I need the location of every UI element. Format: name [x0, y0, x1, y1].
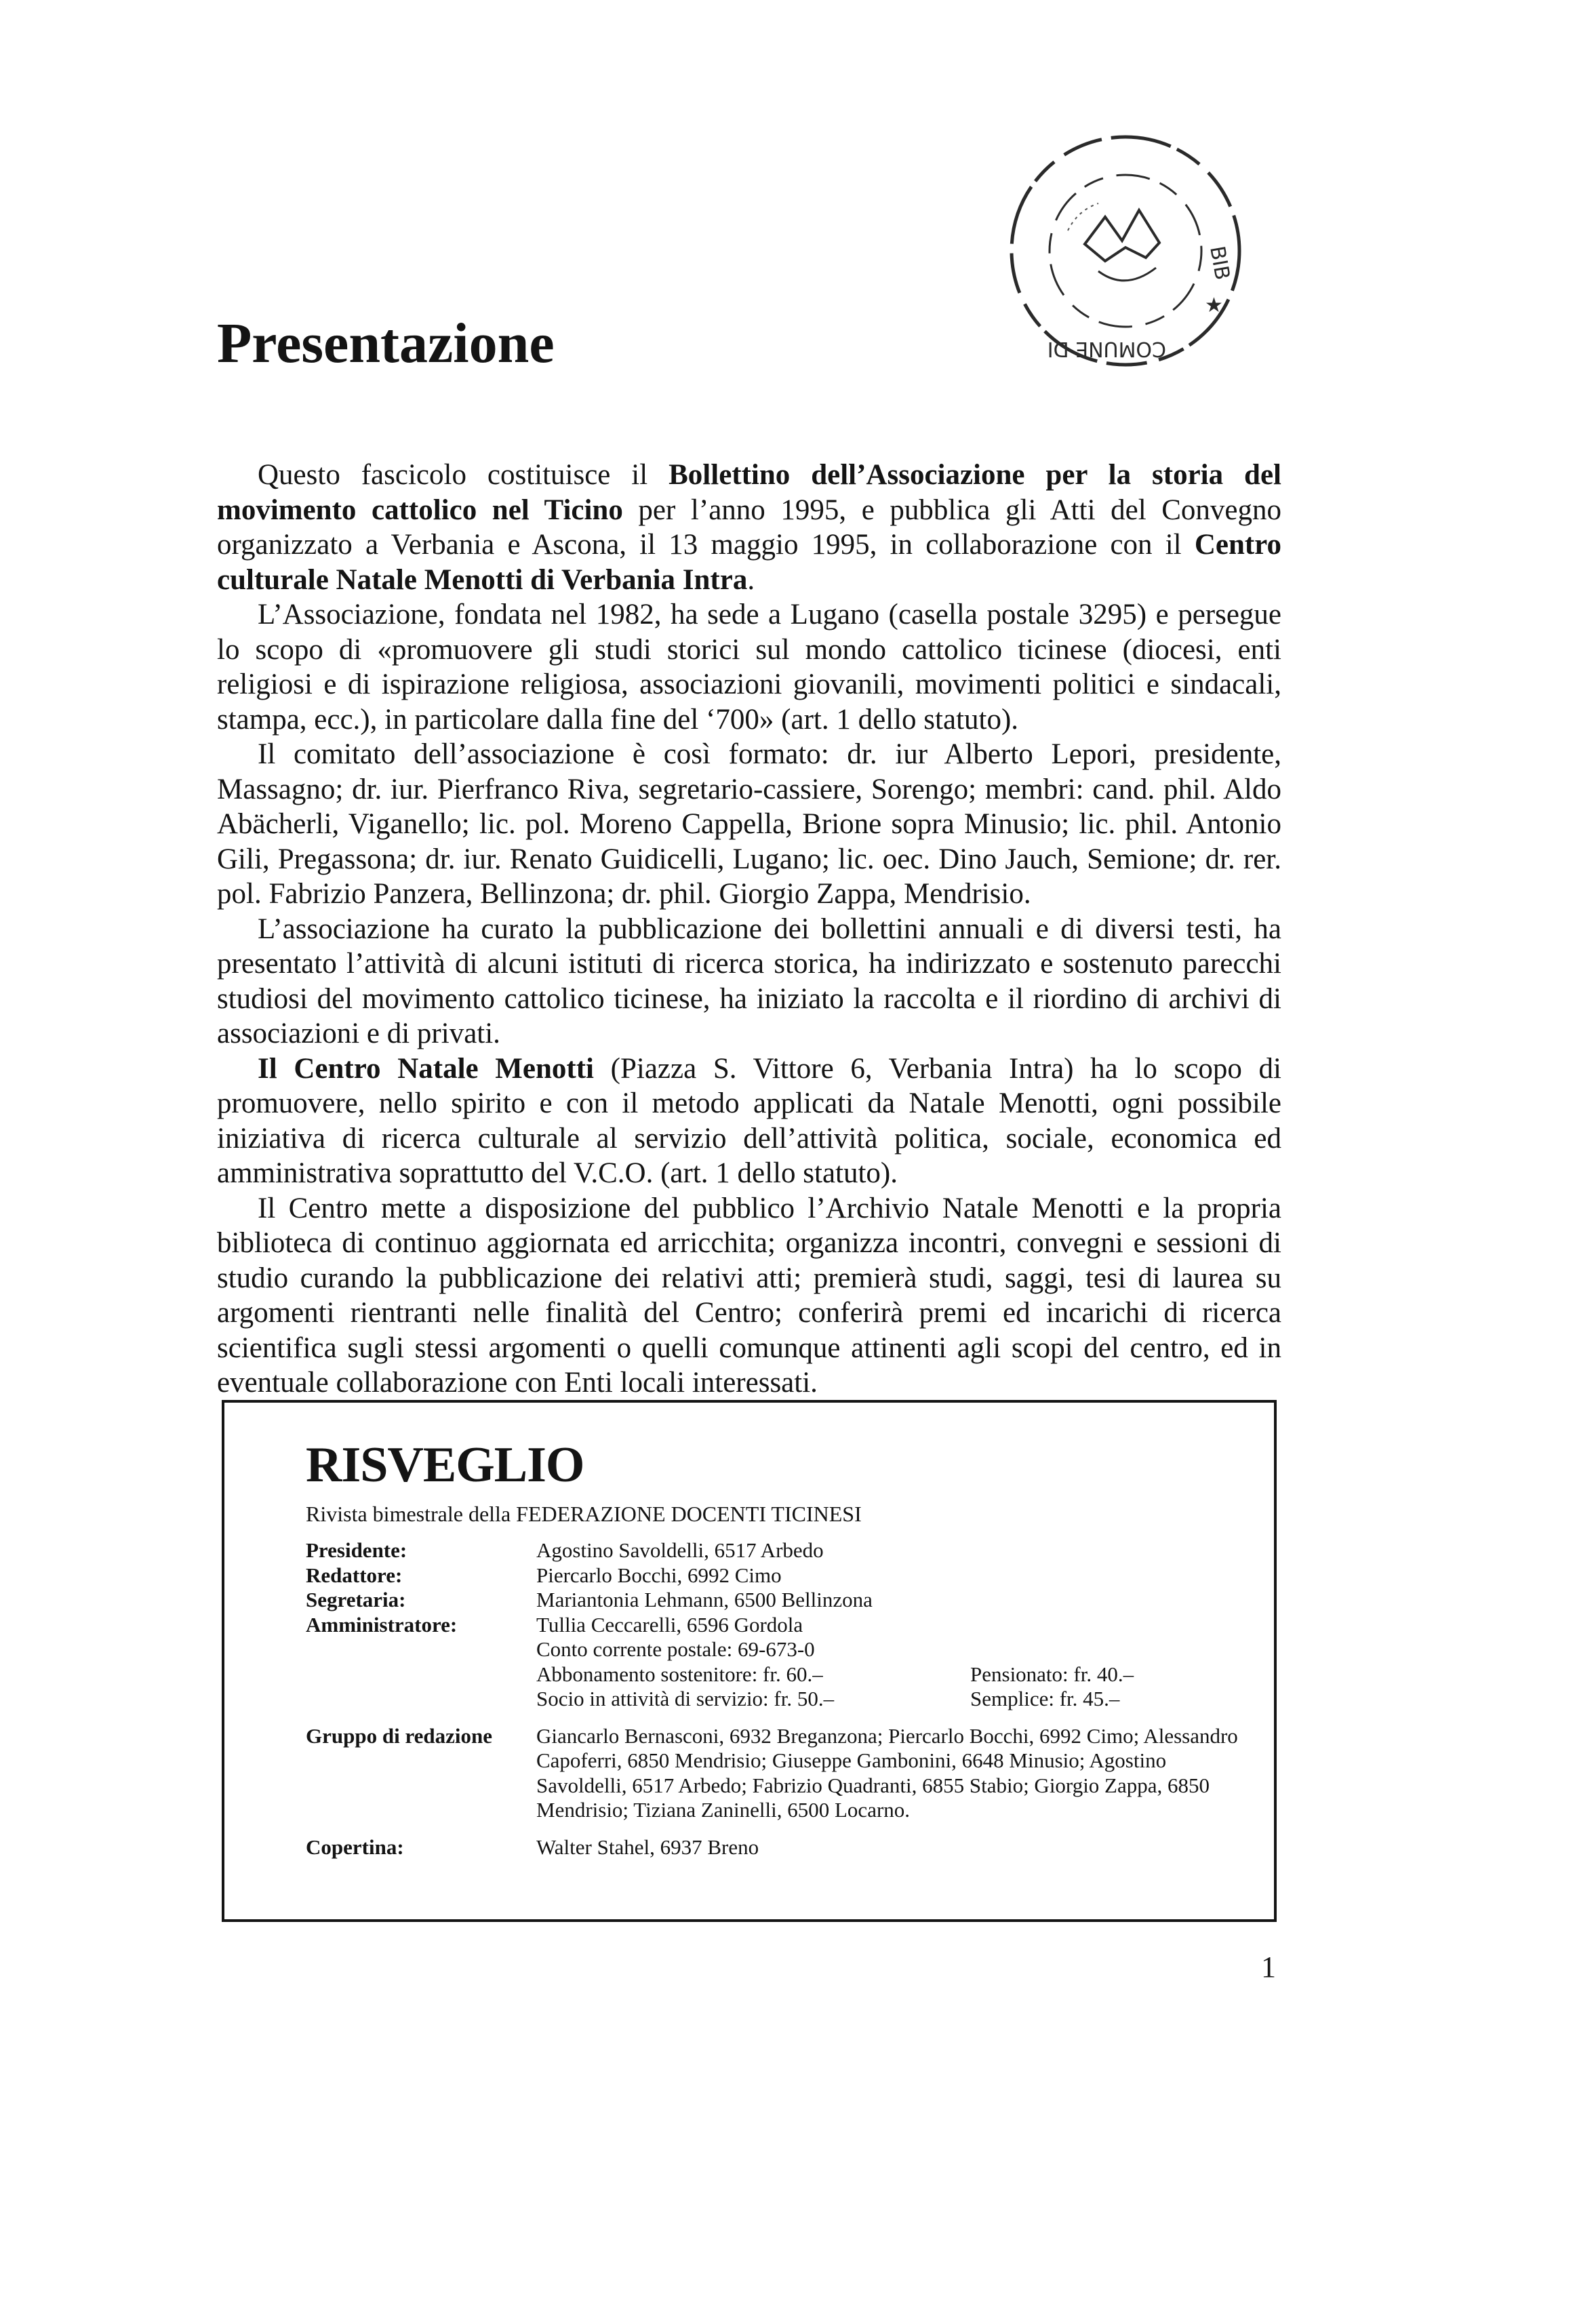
value-amministratore: Tullia Ceccarelli, 6596 Gordola: [536, 1612, 803, 1637]
paragraph-2: L’Associazione, fondata nel 1982, ha sede a Lugano (casella postale 3295) e persegue lo scopo di «promuovere gli studi storici sul mondo cattolico ticinese (diocesi, enti religiosi e di ispirazione religiosa, associazioni giovanili, movimenti politici e sindacali, stampa, ecc.), in particolare dalla fine del ‘700» (art. 1 dello statuto).: [217, 599, 1281, 736]
value-socio: Socio in attività di servizio: fr. 50.–: [536, 1687, 835, 1710]
row-gruppo: [306, 1724, 1241, 1823]
p5-bold-1: Il Centro Natale Menotti: [258, 1052, 594, 1085]
label-amministratore: Amministratore:: [306, 1612, 458, 1637]
p1-text-2: per l’anno 1995, e pubblica gli Atti del Convegno organizzato a Verbania e Ascona, il 13 maggio 1995, in collaborazione con il: [217, 494, 1281, 561]
paragraph-5: [217, 1051, 1281, 1191]
value-conto: Conto corrente postale: 69-673-0: [536, 1637, 815, 1661]
label-presidente: Presidente:: [306, 1538, 407, 1562]
value-redattore: Piercarlo Bocchi, 6992 Cimo: [536, 1563, 782, 1587]
p1-text-3: .: [747, 563, 755, 596]
row-redattore: [306, 1563, 1241, 1588]
p1-bold-1: Bollettino dell’Associazione per la storia del movimento cattolico nel Ticino: [217, 459, 1281, 526]
value-pensionato: Pensionato: fr. 40.–: [970, 1662, 1134, 1686]
row-socio: [306, 1687, 1241, 1712]
page-number: 1: [1261, 1950, 1276, 1984]
paragraph-3: Il comitato dell’associazione è così formato: dr. iur Alberto Lepori, presidente, Massagno; dr. iur. Pierfranco Riva, segretario-cassiere, Sorengo; membri: cand. phil. Aldo Abächerli, Viganello; lic. pol. Moreno Cappella, Brione sopra Minusio; lic. phil. Antonio Gili, Pregassona; dr. iur. Renato Guidicelli, Lugano; lic. oec. Dino Jauch, Semione; dr. rer. pol. Fabrizio Panzera, Bellinzona; dr. phil. Giorgio Zappa, Mendrisio.: [217, 738, 1281, 910]
paragraph-6: Il Centro mette a disposizione del pubblico l’Archivio Natale Menotti e la propria biblioteca di continuo aggiornata ed arricchita; organizza incontri, convegni e sessioni di studio curando la pubblicazione dei relativi atti; premierà studi, saggi, tesi di laurea su argomenti rientranti nelle finalità del Centro; conferirà premi ed incarichi di ricerca scientifica sugli stessi argomenti o quelli comunque attinenti agli scopi del centro, ed in eventuale collaborazione con Enti locali interessati.: [217, 1192, 1281, 1399]
box-title: RISVEGLIO: [306, 1437, 584, 1493]
row-copertina: [306, 1835, 1241, 1860]
paragraph-4: L’associazione ha curato la pubblicazione dei bollettini annuali e di diversi testi, ha presentato l’attività di alcuni istituti di ricerca storica, ha indirizzato e sostenuto parecchi studiosi del movimento cattolico ticinese, ha iniziato la raccolta e il riordino di archivi di associazioni e di privati.: [217, 913, 1281, 1049]
body-text: [217, 458, 1281, 1401]
masthead-grid: [306, 1538, 1241, 1860]
row-conto: [306, 1637, 1241, 1662]
row-presidente: [306, 1538, 1241, 1563]
risveglio-box: [222, 1400, 1277, 1922]
value-segretaria: Mariantonia Lehmann, 6500 Bellinzona: [536, 1588, 873, 1611]
stamp-star-icon: ★: [1205, 294, 1223, 317]
row-abbonamento: [306, 1662, 1241, 1687]
label-redattore: Redattore:: [306, 1563, 403, 1587]
stamp-graphic: [1003, 129, 1248, 373]
library-stamp-icon: [1003, 129, 1248, 373]
value-gruppo: Giancarlo Bernasconi, 6932 Breganzona; Piercarlo Bocchi, 6992 Cimo; Alessandro Capoferri, 6850 Mendrisio; Giuseppe Gambonini, 6648 Minusio; Agostino Savoldelli, 6517 Arbedo; Fabrizio Quadranti, 6855 Stabio; Giorgio Zappa, 6850 Mendrisio; Tiziana Zaninelli, 6500 Locarno.: [536, 1723, 1238, 1822]
label-segretaria: Segretaria:: [306, 1588, 406, 1611]
value-semplice: Semplice: fr. 45.–: [970, 1687, 1120, 1710]
paragraph-1: [217, 458, 1281, 597]
value-abbonamento: Abbonamento sostenitore: fr. 60.–: [536, 1662, 823, 1686]
p1-bold-2: Centro culturale Natale Menotti di Verbania Intra: [217, 529, 1281, 596]
label-gruppo: Gruppo di redazione: [306, 1723, 493, 1748]
stamp-text-right: BIB: [1205, 244, 1235, 282]
page-title: Presentazione: [217, 312, 555, 375]
value-presidente: Agostino Savoldelli, 6517 Arbedo: [536, 1538, 824, 1562]
label-copertina: Copertina:: [306, 1835, 404, 1859]
row-amministratore: [306, 1613, 1241, 1638]
p1-text-1: Questo fascicolo costituisce il: [258, 459, 669, 491]
stamp-text-bottom: COMUNE DI: [1047, 337, 1166, 361]
box-subtitle: Rivista bimestrale della FEDERAZIONE DOCENTI TICINESI: [306, 1502, 862, 1526]
value-copertina: Walter Stahel, 6937 Breno: [536, 1835, 759, 1859]
row-segretaria: [306, 1588, 1241, 1613]
p5-text-1: (Piazza S. Vittore 6, Verbania Intra) ha lo scopo di promuovere, nello spirito e con il metodo applicati da Natale Menotti, ogni possibile iniziativa di ricerca culturale al servizio dell’attività politica, sociale, economica ed amministrativa soprattutto del V.C.O. (art. 1 dello statuto).: [217, 1052, 1281, 1189]
